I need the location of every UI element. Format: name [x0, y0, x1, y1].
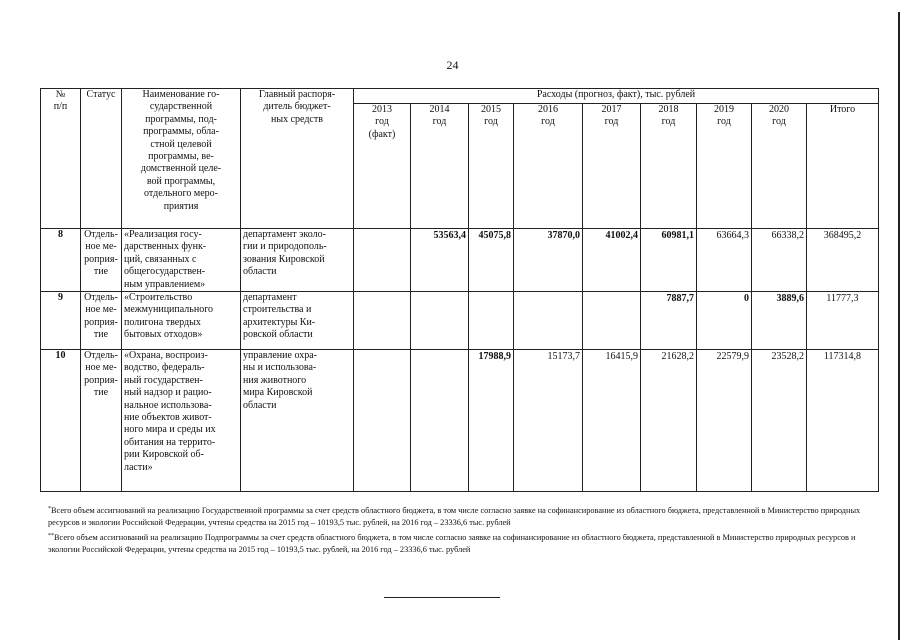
header-year-8 [807, 104, 879, 229]
row-num: 8 [41, 229, 81, 292]
table-row [41, 229, 879, 292]
cell-line: тие [93, 329, 109, 341]
cell-line: дитель бюджет- [263, 101, 331, 113]
cell-line: домственной целе- [140, 163, 222, 175]
cell-line: 2015 [481, 104, 501, 115]
page-number: 24 [446, 58, 459, 72]
row-value-2 [469, 292, 514, 350]
row-value-7: 23528,2 [752, 350, 807, 492]
cell-line: п/п [53, 101, 68, 113]
cell-line: ное ме- [85, 362, 117, 374]
cell-line: 2018 [658, 104, 679, 115]
cell-line: рии Кировской об- [124, 449, 204, 461]
footnote-1-text: Всего объем ассигнований на реализацию Государственной программы за счет средств областного бюджета, в том числе согласно заявке на софинансирование из областного бюджета, представленной в Министерство природных ресурсов и экологии Российской Федерации, учтены средства на 2015 год – 10193,5 тыс. рублей, на 2016 год – 23336,6 тыс. рублей [48, 506, 861, 527]
row-program-name [122, 292, 241, 350]
page-edge-line [898, 12, 900, 640]
header-program-name [122, 89, 241, 229]
footnotes [48, 503, 878, 557]
row-status [81, 350, 122, 492]
cell-line: ное ме- [85, 304, 117, 316]
header-administrator [241, 89, 354, 229]
cell-line: (факт) [368, 128, 396, 140]
cell-line: архитектуры Ки- [243, 316, 316, 328]
cell-line: 2013 [372, 104, 392, 115]
row-value-3: 15173,7 [514, 350, 583, 492]
cell-line: департамент [243, 292, 297, 304]
cell-line: сударственной [149, 101, 213, 113]
row-value-6: 22579,9 [697, 350, 752, 492]
cell-line: стной целевой [150, 138, 212, 150]
cell-line: 2019 [714, 104, 734, 115]
cell-line: департамент эколо- [243, 229, 326, 240]
cell-line: отдельного меро- [144, 188, 218, 200]
cell-line: тие [93, 387, 109, 399]
cell-line: строительства и [243, 304, 312, 316]
cell-line: программы, ве- [148, 151, 214, 163]
cell-line: области [243, 266, 277, 278]
cell-line: Отдель- [84, 350, 118, 362]
row-value-0 [354, 292, 411, 350]
row-value-6: 63664,3 [697, 229, 752, 292]
footnote-2-mark: ** [48, 533, 54, 539]
row-value-3: 37870,0 [514, 229, 583, 292]
row-status [81, 229, 122, 292]
table-row [41, 350, 879, 492]
row-value-5: 60981,1 [641, 229, 697, 292]
row-value-2: 17988,9 [469, 350, 514, 492]
row-value-1: 53563,4 [411, 229, 469, 292]
row-status [81, 292, 122, 350]
cell-line: Главный распоря- [258, 89, 336, 100]
row-value-7: 66338,2 [752, 229, 807, 292]
row-num: 9 [41, 292, 81, 350]
cell-line: Отдель- [84, 229, 118, 240]
row-value-8: 11777,3 [807, 292, 879, 350]
cell-line: ния животного [243, 374, 307, 386]
cell-line: ние объектов живот- [124, 412, 212, 424]
table-row [41, 292, 879, 350]
cell-line: 2020 [769, 104, 789, 115]
cell-line: ласти» [124, 461, 153, 473]
cell-line: роприя- [84, 316, 118, 328]
header-year-0 [354, 104, 411, 229]
cell-line: ного мира и среды их [124, 424, 216, 436]
cell-line: ное ме- [85, 241, 117, 253]
header-year-1 [411, 104, 469, 229]
cell-line: год [604, 116, 619, 128]
row-value-0 [354, 229, 411, 292]
cell-line: обитания на террито- [124, 436, 216, 448]
header-expenses-title: Расходы (прогноз, факт), тыс. рублей [354, 89, 879, 104]
cell-line: ным управлением» [124, 278, 206, 290]
header-year-7 [752, 104, 807, 229]
cell-line: бытовых отходов» [124, 329, 203, 341]
cell-line: приятия [163, 200, 199, 212]
cell-line: Отдель- [84, 292, 118, 304]
cell-line: гии и природополь- [243, 241, 327, 253]
cell-line: тие [93, 266, 109, 278]
cell-line: роприя- [84, 374, 118, 386]
cell-line: год [375, 116, 389, 128]
cell-line: вой программы, [146, 175, 216, 187]
row-value-1 [411, 292, 469, 350]
row-value-2: 45075,8 [469, 229, 514, 292]
header-year-4 [583, 104, 641, 229]
row-program-name [122, 229, 241, 292]
cell-line: ный государствен- [124, 374, 203, 386]
row-value-0 [354, 350, 411, 492]
cell-line: 2016 [538, 104, 558, 115]
cell-line: № [55, 89, 66, 100]
footnote-2-text: Всего объем ассигнований на реализацию Подпрограммы за счет средств областного бюджета, в том числе согласно заявке на софинансирование из областного бюджета, представленной в Министерство природных ресурсов и экологии Российской Федерации, учтены средства на 2015 год – 10193,5 тыс. рублей, на 2016 год – 23336,6 тыс. рублей [48, 533, 856, 554]
cell-line: Итого [829, 104, 856, 115]
cell-line: мира Кировской [243, 387, 313, 399]
row-value-8: 368495,2 [807, 229, 879, 292]
row-value-4: 16415,9 [583, 350, 641, 492]
row-value-4 [583, 292, 641, 350]
cell-line: управление охра- [243, 350, 317, 362]
expenses-table [40, 88, 879, 492]
row-value-4: 41002,4 [583, 229, 641, 292]
cell-line: «Охрана, воспроиз- [124, 350, 208, 362]
row-value-5: 7887,7 [641, 292, 697, 350]
cell-line: зования Кировской [243, 253, 325, 265]
cell-line: межмуниципального [124, 304, 214, 316]
cell-line: Наименование го- [142, 89, 220, 100]
header-year-3 [514, 104, 583, 229]
closing-rule [384, 597, 500, 598]
row-value-7: 3889,6 [752, 292, 807, 350]
row-num: 10 [41, 350, 81, 492]
cell-line: год [661, 116, 676, 128]
row-value-5: 21628,2 [641, 350, 697, 492]
footnote-1 [48, 503, 878, 529]
cell-line: ций, связанных с [124, 253, 197, 265]
row-value-3 [514, 292, 583, 350]
cell-line: нальное использова- [124, 399, 212, 411]
cell-line: ный надзор и рацио- [124, 387, 212, 399]
cell-line: роприя- [84, 253, 118, 265]
row-value-1 [411, 350, 469, 492]
row-administrator [241, 229, 354, 292]
cell-line: полигона твердых [124, 316, 201, 328]
cell-line: области [243, 399, 277, 411]
row-administrator [241, 350, 354, 492]
header-status: Статус [81, 89, 122, 229]
row-program-name [122, 350, 241, 492]
cell-line: общегосударствен- [124, 266, 206, 278]
row-value-8: 117314,8 [807, 350, 879, 492]
row-administrator [241, 292, 354, 350]
cell-line: программы, под- [145, 113, 217, 125]
row-value-6: 0 [697, 292, 752, 350]
cell-line: программы, обла- [143, 126, 219, 138]
header-year-2 [469, 104, 514, 229]
cell-line: 2017 [601, 104, 622, 115]
cell-line: год [772, 116, 786, 128]
cell-line: год [484, 116, 498, 128]
header-year-6 [697, 104, 752, 229]
header-row [41, 89, 879, 104]
header-year-5 [641, 104, 697, 229]
cell-line: «Строительство [124, 292, 193, 304]
cell-line: год [432, 116, 447, 128]
footnote-2 [48, 530, 878, 556]
footnote-1-mark: * [48, 506, 51, 512]
cell-line: водство, федераль- [124, 362, 205, 374]
cell-line: ных средств [271, 113, 323, 125]
cell-line: ны и использова- [243, 362, 317, 374]
cell-line: 2014 [429, 104, 450, 115]
cell-line: ровской области [243, 329, 313, 341]
cell-line: год [541, 116, 555, 128]
cell-line: дарственных функ- [124, 241, 207, 253]
cell-line: год [717, 116, 731, 128]
cell-line: «Реализация госу- [124, 229, 202, 240]
header-num [41, 89, 81, 229]
